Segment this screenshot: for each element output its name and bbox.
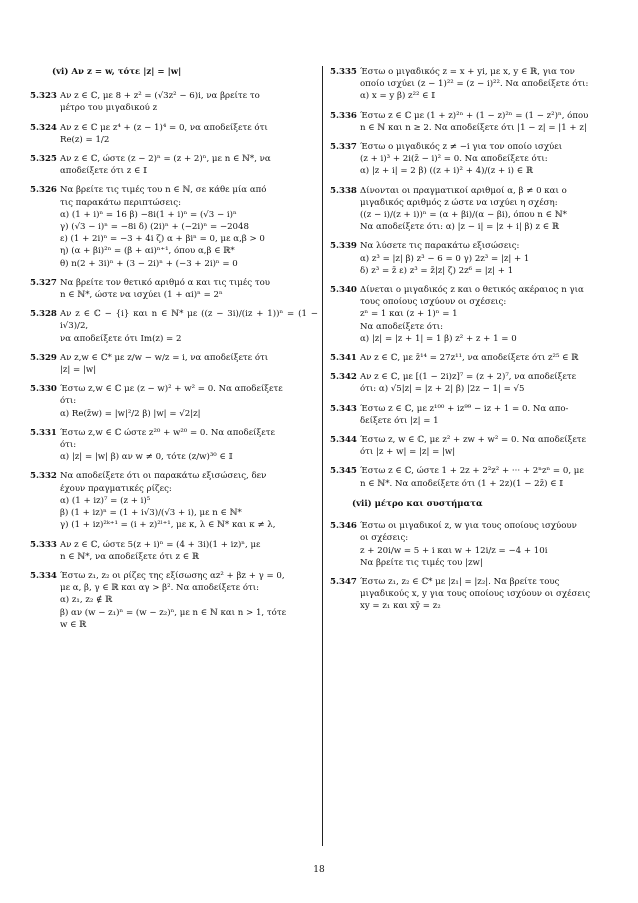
problem-5-326: [30, 184, 318, 269]
problem-number: 5.323: [30, 91, 57, 102]
problem-line: xy = z₁ και xȳ = z₂: [360, 601, 441, 612]
problem-5-328: [30, 308, 318, 345]
problem-statement: [360, 110, 615, 134]
problem-line: γ) (√3 − i)ⁿ = −8i δ) (2i)ⁿ + (−2i)ⁿ = −2048: [60, 222, 249, 233]
problem-5-339: [330, 240, 615, 277]
problem-number: 5.329: [30, 352, 57, 363]
problem-number: 5.331: [30, 427, 57, 438]
problem-line: Δίνεται ο μιγαδικός z και ο θετικός ακέραιος n για: [360, 285, 584, 296]
problem-statement: [360, 185, 615, 234]
problem-line: Να αποδείξετε ότι οι παρακάτω εξισώσεις, δεν: [60, 471, 267, 482]
problem-line: Αν z ∈ ℂ, με [(1 − 2i)z]⁷ = (z + 2)⁷, να αποδείξετε: [360, 372, 577, 383]
problem-statement: [60, 153, 318, 177]
problem-line: n ∈ ℕ*, ώστε να ισχύει (1 + αi)ⁿ = 2ⁿ: [60, 290, 223, 301]
problem-number: 5.342: [330, 372, 357, 383]
problem-5-323: [30, 90, 318, 114]
problem-line: ότι: α) √5|z| = |z + 2| β) |2z − 1| = √5: [360, 384, 525, 395]
problem-number: 5.332: [30, 471, 57, 482]
problem-5-344: [330, 434, 615, 458]
problem-line: έχουν πραγματικές ρίζες:: [60, 483, 172, 494]
left-column: [30, 66, 318, 638]
problem-5-334: [30, 570, 318, 631]
problem-line: Έστω z ∈ ℂ με (1 + z)²ⁿ + (1 − z)²ⁿ = (1 − z²)ⁿ, όπου: [360, 110, 589, 121]
problem-5-340: [330, 284, 615, 345]
problem-statement: [60, 184, 318, 269]
problem-number: 5.339: [330, 241, 357, 252]
problem-number: 5.324: [30, 122, 57, 133]
problem-line: (z + i)³ + 2i(z̄ − i)² = 0. Να αποδείξετε ότι:: [360, 154, 548, 165]
problem-line: Να βρείτε τις τιμές του n ∈ ℕ, σε κάθε μία από: [60, 185, 267, 196]
problem-statement: [60, 308, 318, 345]
problem-statement: [360, 403, 615, 427]
problem-line: Δίνονται οι πραγματικοί αριθμοί α, β ≠ 0 και ο: [360, 185, 567, 196]
problem-number: 5.344: [330, 435, 357, 446]
problem-statement: [360, 465, 615, 489]
problem-line: τις παρακάτω περιπτώσεις:: [60, 197, 181, 208]
problem-statement: [360, 352, 615, 364]
problem-line: μιγαδικός αριθμός z ώστε να ισχύει η σχέση:: [360, 197, 558, 208]
problem-line: n ∈ ℕ*. Να αποδείξετε ότι (1 + 2z)(1 − 2z̄) ∈ 𝕀: [360, 478, 564, 489]
problem-5-332: [30, 470, 318, 531]
problem-line: Re(z) = 1/2: [60, 134, 110, 145]
problem-statement: [360, 284, 615, 345]
problem-number: 5.346: [330, 521, 357, 532]
problem-line: τους οποίους ισχύουν οι σχέσεις:: [360, 297, 507, 308]
page-number: 18: [313, 865, 325, 875]
problem-statement: [360, 240, 615, 277]
problem-line: Αν z,w ∈ ℂ* με z/w − w/z = i, να αποδείξετε ότι: [60, 352, 269, 363]
problem-line: Έστω z₁, z₂ οι ρίζες της εξίσωσης αz² + βz + γ = 0,: [60, 570, 285, 581]
problem-line: Έστω οι μιγαδικοί z, w για τους οποίους ισχύουν: [360, 521, 577, 532]
problem-line: β) αν (w − z₁)ⁿ = (w − z₂)ⁿ, με n ∈ ℕ και n > 1, τότε: [60, 607, 287, 618]
problem-line: Έστω z, w ∈ ℂ, με z² + zw + w² = 0. Να αποδείξετε: [360, 435, 586, 446]
problem-5-341: [330, 352, 615, 364]
problem-line: Έστω z₁, z₂ ∈ ℂ* με |z₁| = |z₂|. Να βρείτε τους: [360, 576, 560, 587]
problem-line: Έστω z,w ∈ ℂ με (z − w)² + w² = 0. Να αποδείξετε: [60, 384, 283, 395]
problem-statement: [60, 570, 318, 631]
problem-number: 5.330: [30, 384, 57, 395]
problem-line: δ) z³ = z̄ ε) z³ = z̄|z| ζ) 2z⁶ = |z| + 1: [360, 265, 514, 276]
problem-line: οι σχέσεις:: [360, 533, 409, 544]
problem-5-325: [30, 153, 318, 177]
problem-line: Αν z ∈ ℂ, ώστε (z − 2)ⁿ = (z + 2)ⁿ, με n ∈ ℕ*, να: [60, 154, 271, 165]
problem-number: 5.327: [30, 277, 57, 288]
problem-5-331: [30, 427, 318, 464]
problem-number: 5.340: [330, 285, 357, 296]
problem-statement: [360, 434, 615, 458]
problem-line: Αν z ∈ ℂ, με z̄¹⁴ = 27z¹¹, να αποδείξετε ότι z²⁵ ∈ ℝ: [360, 353, 579, 364]
right-problem-list-bottom: [330, 520, 615, 612]
problem-line: Να αποδείξετε ότι:: [360, 321, 443, 332]
problem-line: zⁿ = 1 και (z + 1)ⁿ = 1: [360, 309, 458, 320]
left-problem-list: [30, 90, 318, 631]
problem-line: ότι:: [60, 440, 77, 451]
problem-line: Να λύσετε τις παρακάτω εξισώσεις:: [360, 241, 520, 252]
problem-number: 5.336: [330, 110, 357, 121]
problem-statement: [60, 90, 318, 114]
problem-5-346: [330, 520, 615, 569]
problem-statement: [60, 470, 318, 531]
problem-5-333: [30, 539, 318, 563]
problem-number: 5.347: [330, 576, 357, 587]
problem-line: γ) (1 + iz)²ᵏ⁺¹ = (i + z)²ˡ⁺¹, με κ, λ ∈ ℕ* και κ ≠ λ,: [60, 520, 276, 531]
problem-line: Αν z ∈ ℂ, ώστε 5(z + i)ⁿ = (4 + 3i)(1 + iz)ⁿ, με: [60, 539, 261, 550]
problem-statement: [60, 427, 318, 464]
problem-number: 5.341: [330, 353, 357, 364]
problem-line: αποδείξετε ότι z ∈ 𝕀: [60, 166, 148, 177]
problem-line: Έστω z ∈ ℂ, ώστε 1 + 2z + 2²z² + ··· + 2ⁿzⁿ = 0, με: [360, 466, 584, 477]
problem-line: ε) (1 + 2i)ⁿ = −3 + 4i ζ) α + βiⁿ = 0, με α,β > 0: [60, 234, 265, 245]
problem-line: α) x = y β) z²² ∈ 𝕀: [360, 91, 436, 102]
problem-line: ότι |z + w| = |z| = |w|: [360, 447, 456, 458]
problem-line: θ) n(2 + 3i)ⁿ + (3 − 2i)ⁿ + (−3 + 2i)ⁿ = 0: [60, 258, 238, 269]
problem-number: 5.337: [330, 142, 357, 153]
problem-line: μέτρο του μιγαδικού z: [60, 103, 158, 114]
problem-line: μιγαδικούς x, y για τους οποίους ισχύουν οι σχέσεις: [360, 589, 591, 600]
problem-5-338: [330, 185, 615, 234]
problem-line: β) (1 + iz)ⁿ = (1 + i√3)/(√3 + i), με n ∈ ℕ*: [60, 508, 242, 519]
column-divider: [322, 66, 323, 846]
problem-number: 5.345: [330, 466, 357, 477]
problem-statement: [60, 352, 318, 376]
section-heading-vii: (vii) μέτρο και συστήματα: [352, 498, 483, 509]
problem-statement: [360, 371, 615, 395]
problem-line: ((z − i)/(z + i))ⁿ = (α + βi)/(α − βi), όπου n ∈ ℕ*: [360, 210, 567, 221]
problem-line: Αν z ∈ ℂ, με 8 + z² = (√3z² − 6)i, να βρείτε το: [60, 91, 260, 102]
problem-line: Έστω z,w ∈ ℂ ώστε z²⁰ + w²⁰ = 0. Να αποδείξετε: [60, 427, 275, 438]
problem-statement: [360, 66, 615, 103]
problem-line: n ∈ ℕ*, να αποδείξετε ότι z ∈ ℝ: [60, 551, 200, 562]
problem-statement: [360, 141, 615, 178]
problem-number: 5.333: [30, 539, 57, 550]
section-heading-vi: (vi) Αν z = w, τότε |z| = |w|: [52, 67, 182, 77]
problem-line: α) Re(z̄w) = |w|²/2 β) |w| = √2|z|: [60, 408, 201, 419]
problem-line: οποίο ισχύει (z − 1)²² = (z − i)²². Να αποδείξετε ότι:: [360, 79, 589, 90]
problem-line: Έστω z ∈ ℂ, με z¹⁰⁰ + iz⁹⁹ − iz + 1 = 0. Να απο-: [360, 403, 569, 414]
problem-statement: [360, 576, 615, 613]
problem-line: Έστω ο μιγαδικός z ≠ −i για τον οποίο ισχύει: [360, 142, 563, 153]
problem-line: α) |z + i| = 2 β) ((z + i)² + 4)/(z + i) ∈ ℝ: [360, 166, 533, 177]
problem-statement: [60, 383, 318, 420]
problem-statement: [60, 539, 318, 563]
problem-line: με α, β, γ ∈ ℝ και αγ > β². Να αποδείξετε ότι:: [60, 583, 260, 594]
problem-number: 5.343: [330, 403, 357, 414]
problem-line: α) z³ = |z| β) z³ − 6 = 0 γ) 2z³ = |z| + 1: [360, 253, 530, 264]
problem-line: Αν z ∈ ℂ με z⁴ + (z − 1)⁴ = 0, να αποδείξετε ότι: [60, 122, 268, 133]
problem-line: δείξετε ότι |z| = 1: [360, 415, 439, 426]
problem-number: 5.326: [30, 185, 57, 196]
problem-line: |z| = |w|: [60, 365, 97, 376]
problem-line: Να αποδείξετε ότι: α) |z − i| = |z + i| β) z ∈ ℝ: [360, 222, 560, 233]
problem-5-345: [330, 465, 615, 489]
problem-line: α) |z| = |w| β) αν w ≠ 0, τότε (z/w)³⁰ ∈ 𝕀: [60, 452, 233, 463]
problem-5-347: [330, 576, 615, 613]
problem-5-335: [330, 66, 615, 103]
problem-line: α) (1 + iz)⁷ = (z + i)⁵: [60, 495, 151, 506]
problem-number: 5.338: [330, 185, 357, 196]
problem-5-330: [30, 383, 318, 420]
problem-line: α) z₁, z₂ ∉ ℝ: [60, 595, 113, 606]
problem-line: Αν z ∈ ℂ − {i} και n ∈ ℕ* με ((z − 3i)/(iz + 1))ⁿ = (1 − i√3)/2,: [60, 309, 318, 332]
problem-statement: [60, 277, 318, 301]
right-problem-list-top: [330, 66, 615, 490]
problem-5-329: [30, 352, 318, 376]
problem-5-327: [30, 277, 318, 301]
problem-line: w ∈ ℝ: [60, 619, 87, 630]
problem-line: α) |z| = |z + 1| = 1 β) z² + z + 1 = 0: [360, 333, 517, 344]
problem-statement: [60, 122, 318, 146]
problem-statement: [360, 520, 615, 569]
problem-line: Έστω ο μιγαδικός z = x + yi, με x, y ∈ ℝ, για τον: [360, 67, 575, 77]
problem-line: η) (α + βi)²ⁿ = (β + αi)ⁿ⁺¹, όπου α,β ∈ ℝ*: [60, 246, 235, 257]
problem-line: Να βρείτε τις τιμές του |zw|: [360, 557, 483, 568]
problem-5-324: [30, 122, 318, 146]
problem-5-342: [330, 371, 615, 395]
problem-5-336: [330, 110, 615, 134]
problem-number: 5.335: [330, 67, 357, 77]
problem-line: να αποδείξετε ότι Im(z) = 2: [60, 333, 182, 344]
problem-5-343: [330, 403, 615, 427]
problem-number: 5.328: [30, 309, 57, 320]
problem-line: z + 20i/w = 5 + i και w + 12i/z = −4 + 10i: [360, 545, 548, 556]
problem-line: ότι:: [60, 396, 77, 407]
right-column: [330, 66, 615, 620]
problem-5-337: [330, 141, 615, 178]
problem-number: 5.334: [30, 570, 57, 581]
problem-line: n ∈ ℕ και n ≥ 2. Να αποδείξετε ότι |1 − z| = |1 + z|: [360, 122, 587, 133]
problem-line: α) (1 + i)ⁿ = 16 β) −8i(1 + i)ⁿ = (√3 − i)ⁿ: [60, 209, 237, 220]
problem-line: Να βρείτε τον θετικό αριθμό α και τις τιμές του: [60, 277, 270, 288]
problem-number: 5.325: [30, 154, 57, 165]
